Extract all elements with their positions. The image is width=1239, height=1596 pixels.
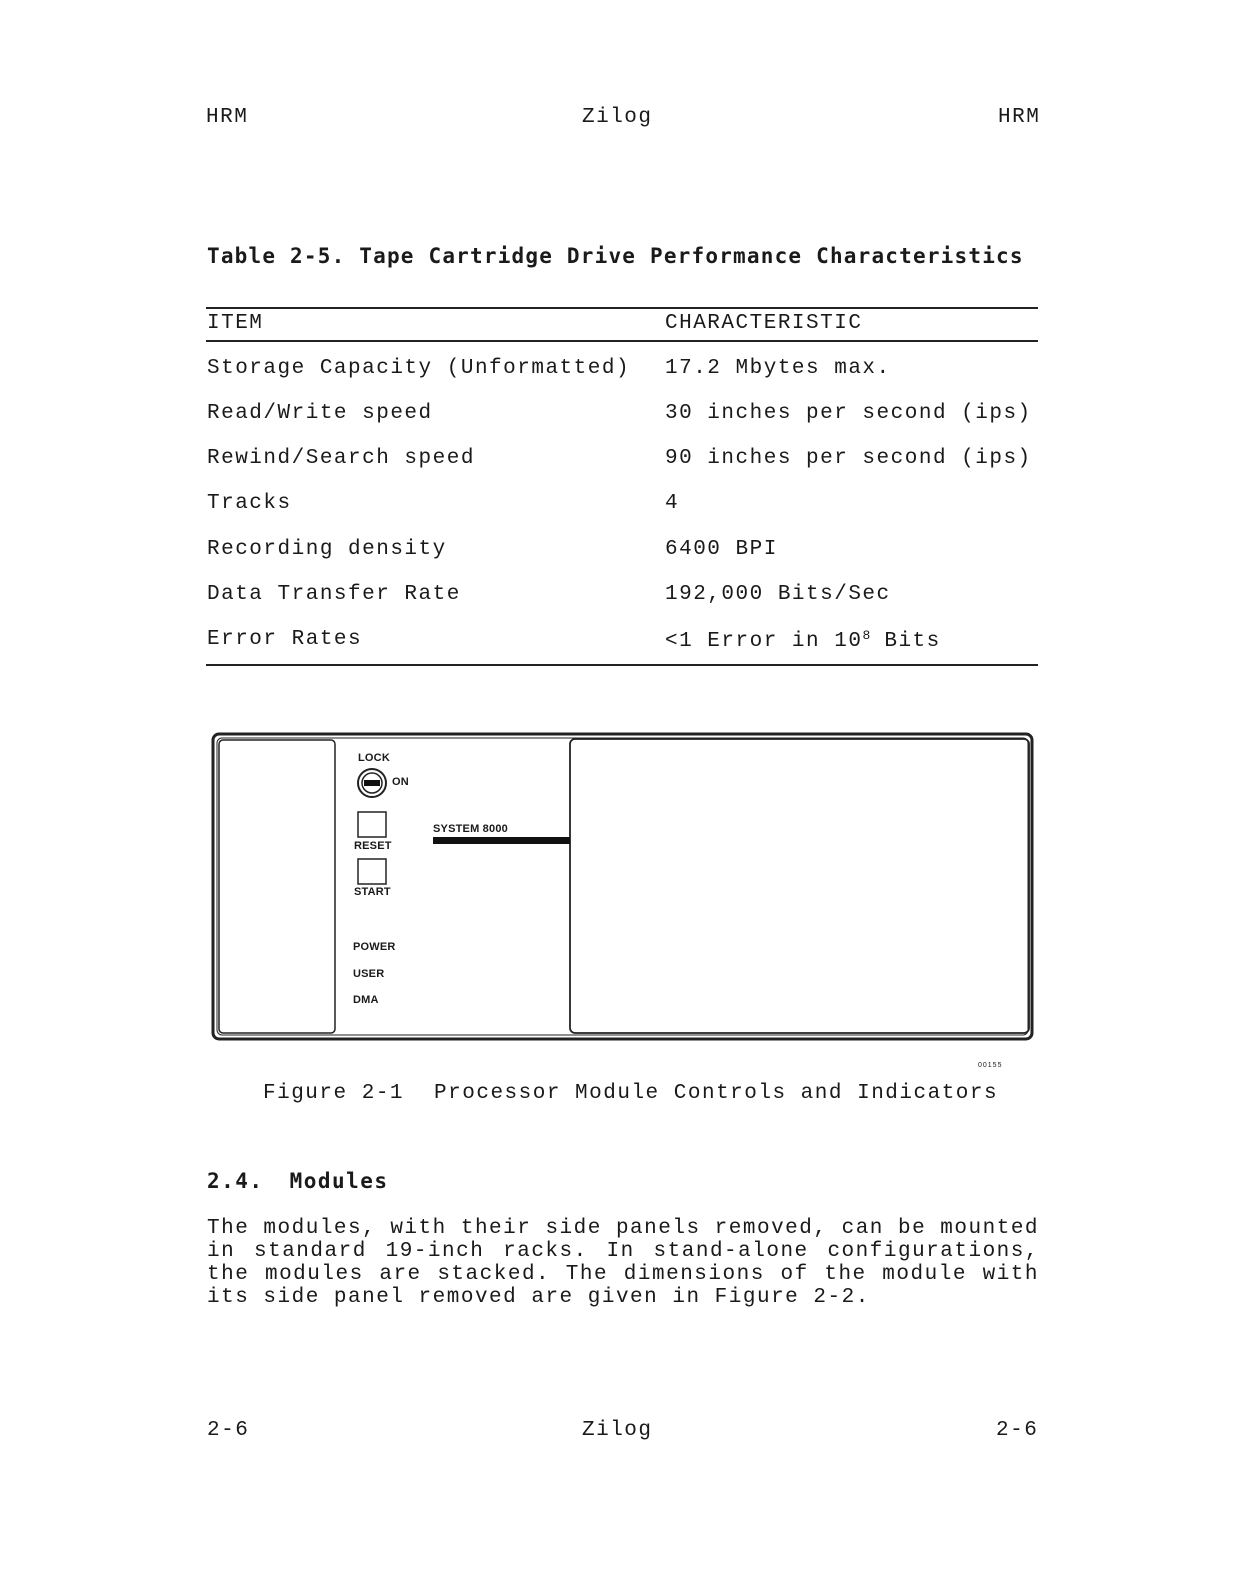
caption-text: Processor Module Controls and Indicators bbox=[434, 1082, 999, 1105]
caption-number: Figure 2-1 bbox=[263, 1082, 405, 1105]
power-label: POWER bbox=[353, 941, 396, 953]
value-suffix: Bits bbox=[870, 630, 941, 653]
row-value: 90 inches per second (ips) bbox=[665, 447, 1032, 470]
table-bottom-rule bbox=[206, 664, 1038, 666]
table-row bbox=[207, 628, 1039, 656]
lock-label: LOCK bbox=[358, 752, 390, 764]
table-title: Table 2-5. Tape Cartridge Drive Performance Characteristics bbox=[207, 244, 1024, 268]
value-exponent: 8 bbox=[862, 628, 871, 643]
paragraph-line: The modules, with their side panels removed, can be mounted bbox=[207, 1217, 1040, 1240]
system-label: SYSTEM 8000 bbox=[433, 823, 508, 835]
table-header-row bbox=[207, 312, 1039, 340]
section-title: Modules bbox=[289, 1169, 389, 1193]
system-bar bbox=[433, 837, 570, 844]
outer-frame bbox=[213, 734, 1032, 1039]
row-item: Read/Write speed bbox=[207, 402, 433, 425]
footer-left: 2-6 bbox=[207, 1419, 250, 1442]
user-label: USER bbox=[353, 968, 385, 980]
table-top-rule bbox=[206, 307, 1038, 309]
row-item: Data Transfer Rate bbox=[207, 583, 461, 606]
row-value: 192,000 Bits/Sec bbox=[665, 583, 891, 606]
row-item: Storage Capacity (Unformatted) bbox=[207, 357, 631, 380]
reset-button-icon bbox=[358, 812, 386, 837]
start-label: START bbox=[354, 886, 391, 898]
left-compartment bbox=[219, 740, 335, 1033]
row-item: Tracks bbox=[207, 492, 292, 515]
table-row bbox=[207, 583, 1039, 611]
on-label: ON bbox=[392, 776, 409, 788]
paragraph-line: its side panel removed are given in Figure 2-2. bbox=[207, 1286, 870, 1309]
figure-caption bbox=[263, 1082, 998, 1105]
row-value: 6400 BPI bbox=[665, 538, 778, 561]
row-item: Rewind/Search speed bbox=[207, 447, 475, 470]
table-row bbox=[207, 538, 1039, 566]
right-compartment bbox=[570, 739, 1029, 1033]
section-paragraph bbox=[207, 1217, 1039, 1309]
row-value: 17.2 Mbytes max. bbox=[665, 357, 891, 380]
footer-right: 2-6 bbox=[996, 1419, 1039, 1442]
header-center: Zilog bbox=[582, 106, 653, 129]
row-item: Recording density bbox=[207, 538, 447, 561]
figure-id: 00155 bbox=[978, 1062, 1003, 1069]
inner-frame bbox=[217, 738, 1028, 1035]
value-prefix: <1 Error in 10 bbox=[665, 630, 863, 653]
table-row bbox=[207, 357, 1039, 385]
module-drawing bbox=[211, 732, 1034, 1042]
section-number: 2.4. bbox=[207, 1169, 264, 1193]
footer-center: Zilog bbox=[582, 1419, 653, 1442]
row-value: 4 bbox=[665, 492, 680, 515]
dma-label: DMA bbox=[353, 994, 379, 1006]
header-left: HRM bbox=[206, 106, 249, 129]
column-header-characteristic: CHARACTERISTIC bbox=[665, 312, 863, 335]
start-button-icon bbox=[358, 859, 386, 884]
processor-module-figure bbox=[211, 732, 1034, 1042]
row-value bbox=[665, 628, 941, 653]
row-value: 30 inches per second (ips) bbox=[665, 402, 1032, 425]
row-item: Error Rates bbox=[207, 628, 363, 651]
table-row bbox=[207, 447, 1039, 475]
column-header-item: ITEM bbox=[207, 312, 264, 335]
table-header-rule bbox=[206, 340, 1038, 342]
section-heading bbox=[207, 1169, 389, 1193]
paragraph-line: the modules are stacked. The dimensions of the module with bbox=[207, 1263, 1039, 1286]
reset-label: RESET bbox=[354, 840, 392, 852]
paragraph-line: in standard 19-inch racks. In stand-alone configurations, bbox=[207, 1240, 1039, 1263]
table-row bbox=[207, 402, 1039, 430]
table-row bbox=[207, 492, 1039, 520]
header-right: HRM bbox=[998, 106, 1041, 129]
